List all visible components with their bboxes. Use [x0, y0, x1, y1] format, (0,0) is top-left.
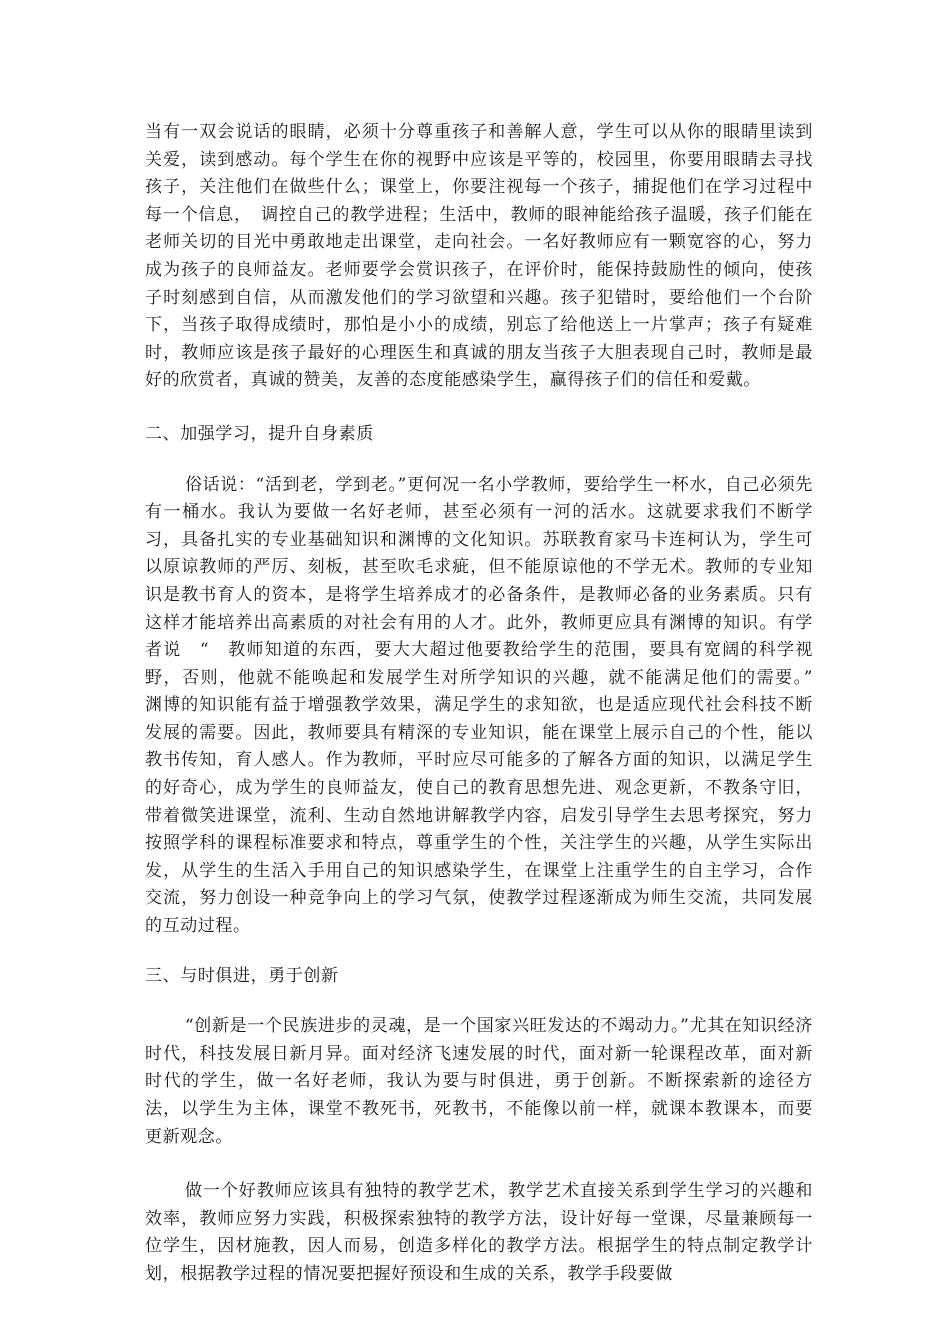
body-paragraph: 俗话说：“活到老，学到老。”更何况一名小学教师，要给学生一杯水，自己必须先有一桶水。我认为要做一名好老师，甚至必须有一河的活水。这就要求我们不断学习，具备扎实的专业基础知识和渊博的文化知识。苏联教育家马卡连柯认为，学生可以原谅教师的严厉、刻板，甚至吹毛求疵，但不能原谅他的不学无术。教师的专业知识是教书育人的资本，是将学生培养成才的必备条件，是教师必备的业务素质。只有这样才能培养出高素质的对社会有用的人才。此外，教师更应具有渊博的知识。有学者说 “ 教师知道的东西，要大大超过他要教给学生的范围，要具有宽阔的科学视野，否则，他就不能唤起和发展学生对所学知识的兴趣，就不能满足他们的需要。” 渊博的知识能有益于增强教学效果，满足学生的求知欲，也是适应现代社会科技不断发展的需要。因此，教师要具有精深的专业知识，能在课堂上展示自己的个性，能以教书传知，育人感人。作为教师，平时应尽可能多的了解各方面的知识，以满足学生的好奇心，成为学生的良师益友，使自己的教育思想先进、观念更新，不教条守旧，带着微笑进课堂，流利、生动自然地讲解教学内容，启发引导学生去思考探究，努力按照学科的课程标准要求和特点，尊重学生的个性，关注学生的兴趣，从学生实际出发，从学生的生活入手用自己的知识感染学生，在课堂上注重学生的自主学习，合作交流，努力创设一种竞争向上的学习气氛，使教学过程逐渐成为师生交流，共同发展的互动过程。: [145, 474, 831, 937]
body-paragraph: “创新是一个民族进步的灵魂，是一个国家兴旺发达的不竭动力。”尤其在知识经济时代，科技发展日新月异。面对经济飞速发展的时代，面对新一轮课程改革，面对新时代的学生，做一名好老师，我认为要与时俱进，勇于创新。不断探索新的途径方法，以学生为主体，课堂不教死书，死教书，不能像以前一样，就课本教课本，而要更新观念。: [145, 1016, 813, 1147]
document-page: [145, 119, 831, 1289]
body-paragraph: 做一个好教师应该具有独特的教学艺术，教学艺术直接关系到学生学习的兴趣和效率，教师应努力实践，积极探索独特的教学方法，设计好每一堂课，尽量兼顾每一位学生，因材施教，因人而易，创造多样化的教学方法。根据学生的特点制定教学计划，根据教学过程的情况要把握好预设和生成的关系，教学手段要做: [145, 1181, 813, 1284]
body-paragraph: 当有一双会说话的眼睛，必须十分尊重孩子和善解人意，学生可以从你的眼睛里读到关爱，读到感动。每个学生在你的视野中应该是平等的，校园里，你要用眼睛去寻找孩子，关注他们在做些什么；课堂上，你要注视每一个孩子，捕捉他们在学习过程中每一个信息， 调控自己的教学进程；生活中，教师的眼神能给孩子温暖，孩子们能在老师关切的目光中勇敢地走出课堂，走向社会。一名好教师应有一颗宽容的心，努力成为孩子的良师益友。老师要学会赏识孩子，在评价时，能保持鼓励性的倾向，使孩子时刻感到自信，从而激发他们的学习欲望和兴趣。孩子犯错时，要给他们一个台阶下，当孩子取得成绩时，那怕是小小的成绩，别忘了给他送上一片掌声；孩子有疑难时，教师应该是孩子最好的心理医生和真诚的朋友当孩子大胆表现自己时，教师是最好的欣赏者，真诚的赞美，友善的态度能感染学生，赢得孩子们的信任和爱戴。: [145, 122, 813, 391]
section-heading: 二、加强学习，提升自身素质: [145, 423, 374, 444]
section-heading: 三、与时俱进，勇于创新: [145, 965, 339, 986]
